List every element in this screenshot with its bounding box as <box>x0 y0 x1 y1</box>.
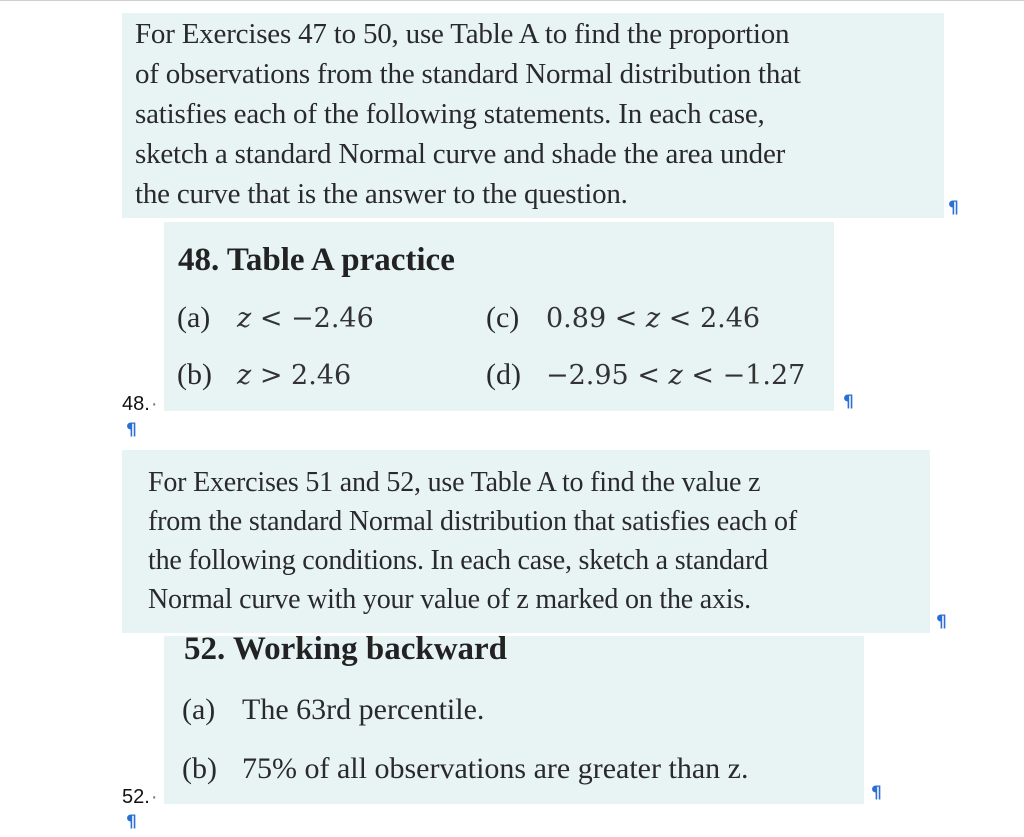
exercise-52-number: 52. · <box>122 786 157 809</box>
instruction-line: the following conditions. In each case, sketch a standard <box>148 545 768 576</box>
instruction-line: For Exercises 47 to 50, use Table A to find the proportion <box>135 18 790 50</box>
instruction-line: Normal curve with your value of z marked on the axis. <box>148 584 751 615</box>
part-text: 75% of all observations are greater than z. <box>242 752 749 785</box>
pilcrow-mark: ¶ <box>126 420 137 440</box>
pilcrow-mark: ¶ <box>843 392 854 412</box>
instruction-line: from the standard Normal distribution that satisfies each of <box>148 506 797 537</box>
exercise-48-part-c <box>486 301 760 335</box>
page-top-border <box>0 0 1024 4</box>
pilcrow-mark: ¶ <box>948 198 959 218</box>
part-math: −2.95 < z < −1.27 <box>546 360 806 391</box>
exercise-52-part-a <box>182 693 484 727</box>
part-label: (b) <box>182 752 217 785</box>
exercise-48-number: 48. · <box>122 393 157 416</box>
part-label: (c) <box>486 301 520 334</box>
instruction-line: satisfies each of the following statements. In each case, <box>135 98 765 130</box>
exercise-52-heading: 52. Working backward <box>184 631 508 667</box>
exercise-48-heading: 48. Table A practice <box>178 242 455 278</box>
exercise-48-part-d <box>486 358 805 392</box>
pilcrow-mark: ¶ <box>936 612 947 632</box>
part-math: z > 2.46 <box>237 360 352 391</box>
instruction-line: sketch a standard Normal curve and shade the area under <box>135 138 786 170</box>
part-text: The 63rd percentile. <box>242 693 485 726</box>
part-math: 0.89 < z < 2.46 <box>546 303 761 334</box>
part-math: z < −2.46 <box>237 303 374 334</box>
part-label: (b) <box>177 358 212 391</box>
exercise-48-part-a <box>177 301 374 335</box>
instruction-line: of observations from the standard Normal distribution that <box>135 58 801 90</box>
instruction-line: For Exercises 51 and 52, use Table A to find the value z <box>148 467 761 498</box>
part-label: (a) <box>177 301 211 334</box>
exercise-52-part-b <box>182 752 748 786</box>
pilcrow-mark: ¶ <box>126 812 137 832</box>
pilcrow-mark: ¶ <box>871 783 882 803</box>
exercise-48-part-b <box>177 358 351 392</box>
part-label: (a) <box>182 693 216 726</box>
instruction-line: the curve that is the answer to the question. <box>135 178 628 210</box>
part-label: (d) <box>486 358 521 391</box>
